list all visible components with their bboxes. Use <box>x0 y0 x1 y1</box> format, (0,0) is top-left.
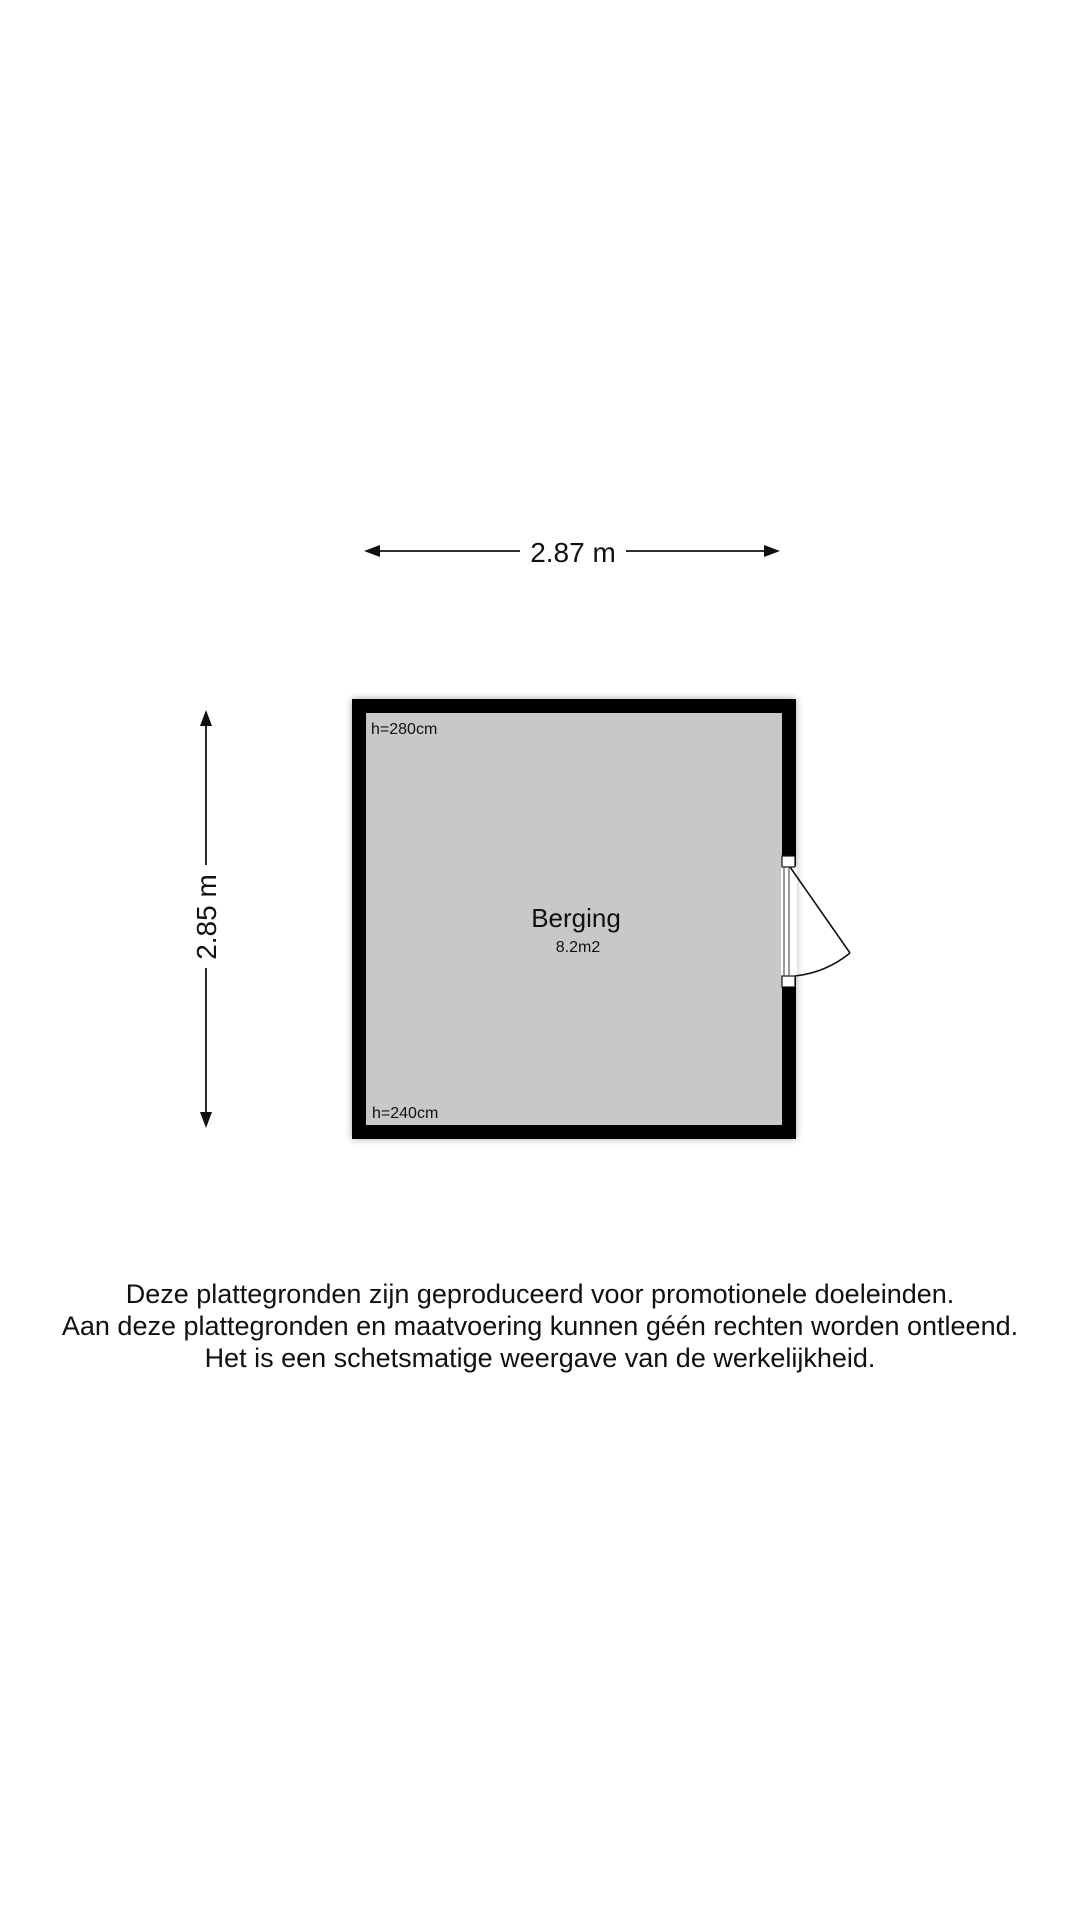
door <box>781 856 850 987</box>
room-berging <box>352 699 850 1139</box>
disclaimer <box>0 1278 1080 1374</box>
arrow-right-icon <box>764 545 780 557</box>
height-dimension <box>191 710 222 1128</box>
arrow-down-icon <box>200 1112 212 1128</box>
door-swing-arc <box>795 953 850 976</box>
room-area: 8.2m2 <box>555 939 601 956</box>
ceiling-height-bottom: h=240cm <box>372 1105 439 1122</box>
disclaimer-line-1: Deze plattegronden zijn geproduceerd voor promotionele doeleinden. <box>125 1279 955 1309</box>
width-dimension-label: 2.87 m <box>530 537 616 568</box>
disclaimer-line-3: Het is een schetsmatige weergave van de werkelijkheid. <box>204 1343 876 1373</box>
door-jamb-bottom <box>782 976 795 987</box>
disclaimer-line-2: Aan deze plattegronden en maatvoering kunnen géén rechten worden ontleend. <box>61 1311 1019 1341</box>
height-dimension-label: 2.85 m <box>191 874 222 960</box>
door-jamb-top <box>782 856 795 867</box>
ceiling-height-top: h=280cm <box>371 721 438 738</box>
room-name: Berging <box>531 903 621 933</box>
arrow-left-icon <box>364 545 380 557</box>
arrow-up-icon <box>200 710 212 726</box>
width-dimension <box>364 537 780 568</box>
door-leaf <box>790 867 850 953</box>
